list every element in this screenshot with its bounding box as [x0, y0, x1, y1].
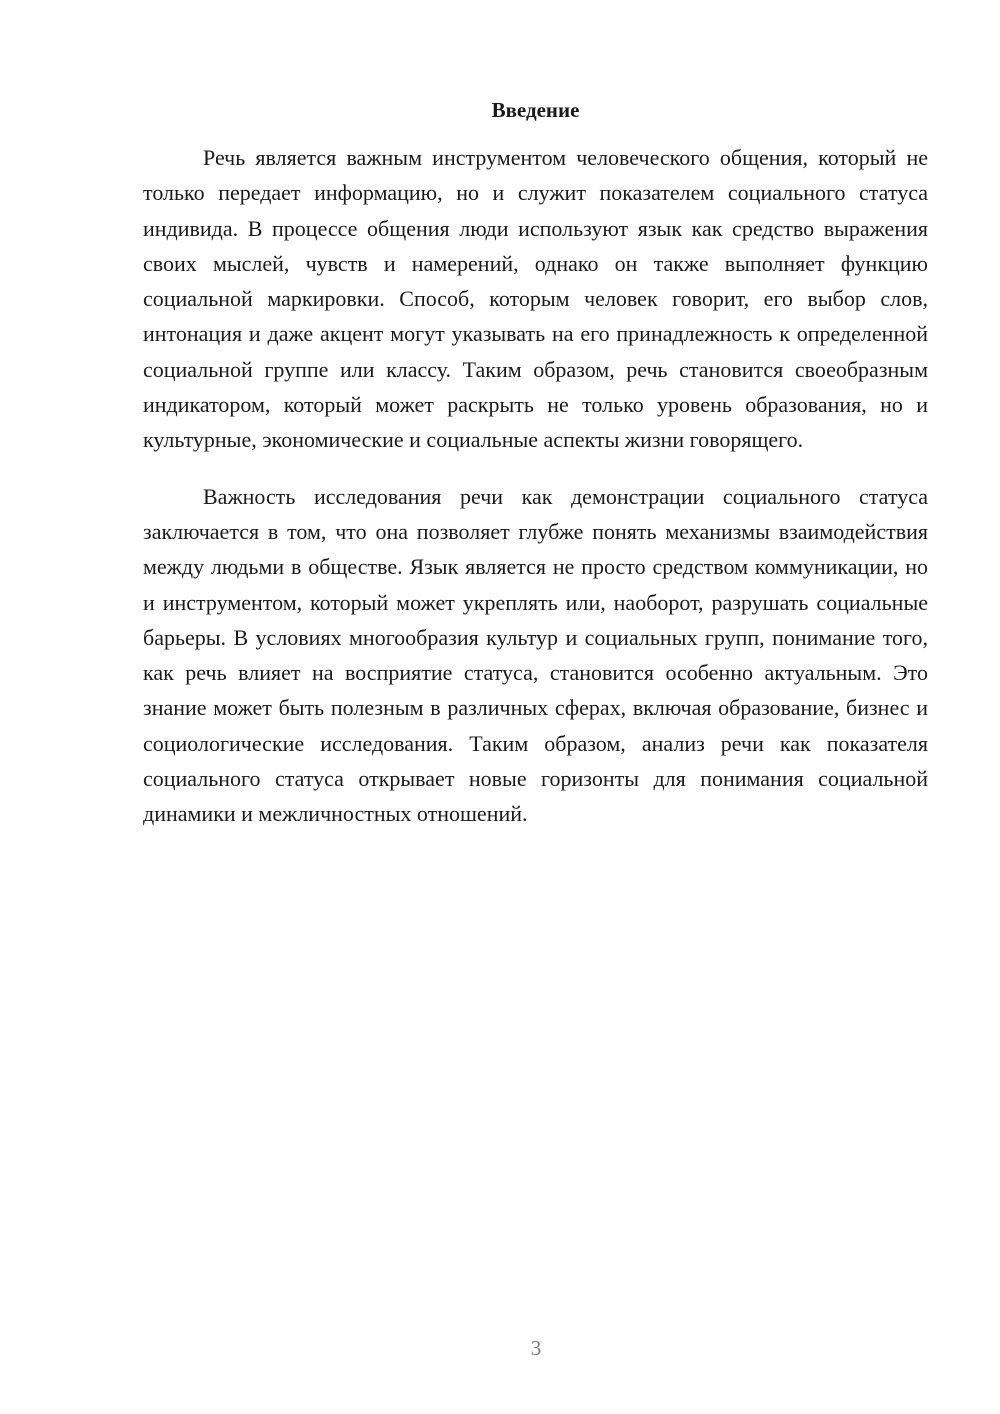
section-title: Введение [491, 98, 580, 122]
body-text [143, 140, 928, 832]
paragraph-2: Важность исследования речи как демонстрации социального статуса заключается в том, что она позволяет глубже понять механизмы взаимодействия между людьми в обществе. Язык является не просто средством коммуникации, но и инструментом, который может укреплять или, наоборот, разрушать социальные барьеры. В условиях многообразия культур и социальных групп, понимание того, как речь влияет на восприятие статуса, становится особенно актуальным. Это знание может быть полезным в различных сферах, включая образование, бизнес и социологические исследования. Таким образом, анализ речи как показателя социального статуса открывает новые горизонты для понимания социальной динамики и межличностных отношений. [143, 483, 928, 827]
page-number: 3 [530, 1336, 542, 1360]
paragraph-1: Речь является важным инструментом человеческого общения, который не только передает информацию, но и служит показателем социального статуса индивида. В процессе общения люди используют язык как средство выражения своих мыслей, чувств и намерений, однако он также выполняет функцию социальной маркировки. Способ, которым человек говорит, его выбор слов, интонация и даже акцент могут указывать на его принадлежность к определенной социальной группе или классу. Таким образом, речь становится своеобразным индикатором, который может раскрыть не только уровень образования, но и культурные, экономические и социальные аспекты жизни говорящего. [143, 145, 928, 453]
